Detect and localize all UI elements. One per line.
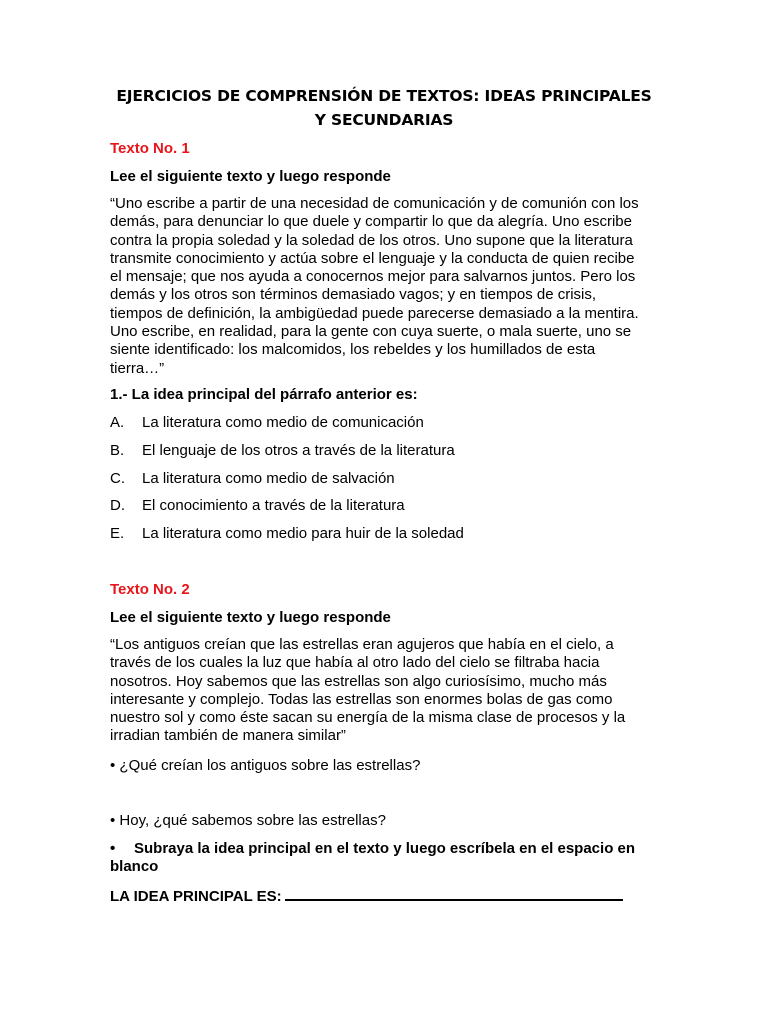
page-title: EJERCICIOS DE COMPRENSIÓN DE TEXTOS: IDEAS PRINCIPALES Y SECUNDARIAS: [116, 87, 652, 129]
texto1-instruction: Lee el siguiente texto y luego responde: [110, 168, 391, 185]
task-text: Subraya la idea principal en el texto y luego escríbela en el espacio en: [134, 840, 636, 857]
texto2-task: [110, 840, 660, 877]
option-text: La literatura como medio de comunicación: [142, 414, 424, 431]
paragraph-line: “Los antiguos creían que las estrellas eran agujeros que había en el cielo, a: [110, 636, 614, 653]
task-line-2: blanco: [110, 858, 159, 876]
texto2-heading: Texto No. 2: [110, 581, 190, 598]
texto2-instruction: Lee el siguiente texto y luego responde: [110, 609, 391, 626]
paragraph-line: irradian también de manera similar”: [110, 727, 346, 745]
option-d: [110, 497, 405, 515]
texto1-question: 1.- La idea principal del párrafo anterior es:: [110, 386, 418, 403]
paragraph-line: el mensaje; que nos ayuda a conocernos mejor para salvarnos juntos. Pero los: [110, 268, 636, 286]
paragraph-line: través de los cuales la luz que había al otro lado del cielo se filtraba hacia: [110, 654, 600, 672]
paragraph-line: demás y los otros son términos demasiado vagos; y en tiempos de crisis,: [110, 286, 597, 304]
option-letter: C.: [110, 470, 125, 487]
texto1-heading: Texto No. 1: [110, 140, 190, 157]
paragraph-line: nosotros. Hoy sabemos que las estrellas son algo curiosísimo, mucho más: [110, 672, 607, 690]
texto1-paragraph: [110, 195, 660, 378]
paragraph-line: tiempos de definición, la ambigüedad puede parecerse demasiado a la mentira.: [110, 304, 639, 322]
option-a: [110, 414, 424, 432]
option-e: [110, 525, 464, 543]
paragraph-line: interesante y complejo. Todas las estrellas son enormes bolas de gas como: [110, 690, 613, 708]
option-text: El conocimiento a través de la literatura: [142, 497, 405, 514]
option-text: La literatura como medio de salvación: [142, 470, 395, 487]
answer-blank-line[interactable]: [285, 885, 623, 901]
option-c: [110, 470, 395, 488]
paragraph-line: “Uno escribe a partir de una necesidad de comunicación y de comunión con los: [110, 195, 639, 212]
answer-row: [110, 885, 660, 906]
texto2-question-2: • Hoy, ¿qué sabemos sobre las estrellas?: [110, 812, 386, 829]
task-line: [110, 840, 660, 858]
option-letter: E.: [110, 525, 125, 542]
paragraph-line: tierra…”: [110, 359, 165, 377]
paragraph-line: transmite conocimiento y actúa sobre el lenguaje y la conducta de quien recibe: [110, 249, 635, 267]
paragraph-line: nuestro sol y como éste sacan su energía de la misma clase de procesos y la: [110, 709, 626, 727]
task-bullet: •: [110, 840, 116, 857]
texto2-paragraph: [110, 636, 660, 746]
option-text: El lenguaje de los otros a través de la literatura: [142, 442, 455, 459]
paragraph-line: Uno escribe, en realidad, para la gente con cuya suerte, o mala suerte, uno se: [110, 323, 632, 341]
option-b: [110, 442, 455, 460]
option-text: La literatura como medio para huir de la soledad: [142, 525, 464, 542]
texto2-question-1: • ¿Qué creían los antiguos sobre las estrellas?: [110, 757, 421, 774]
paragraph-line: contra la propia soledad y la soledad de los otros. Uno supone que la literatura: [110, 231, 633, 249]
option-letter: D.: [110, 497, 125, 514]
option-letter: A.: [110, 414, 125, 431]
paragraph-line: demás, para denunciar lo que duele y compartir lo que da alegría. Uno escribe: [110, 213, 632, 231]
answer-label: LA IDEA PRINCIPAL ES:: [110, 888, 282, 905]
option-letter: B.: [110, 442, 125, 459]
paragraph-line: siente identificado: los malcomidos, los rebeldes y los humillados de esta: [110, 341, 596, 359]
